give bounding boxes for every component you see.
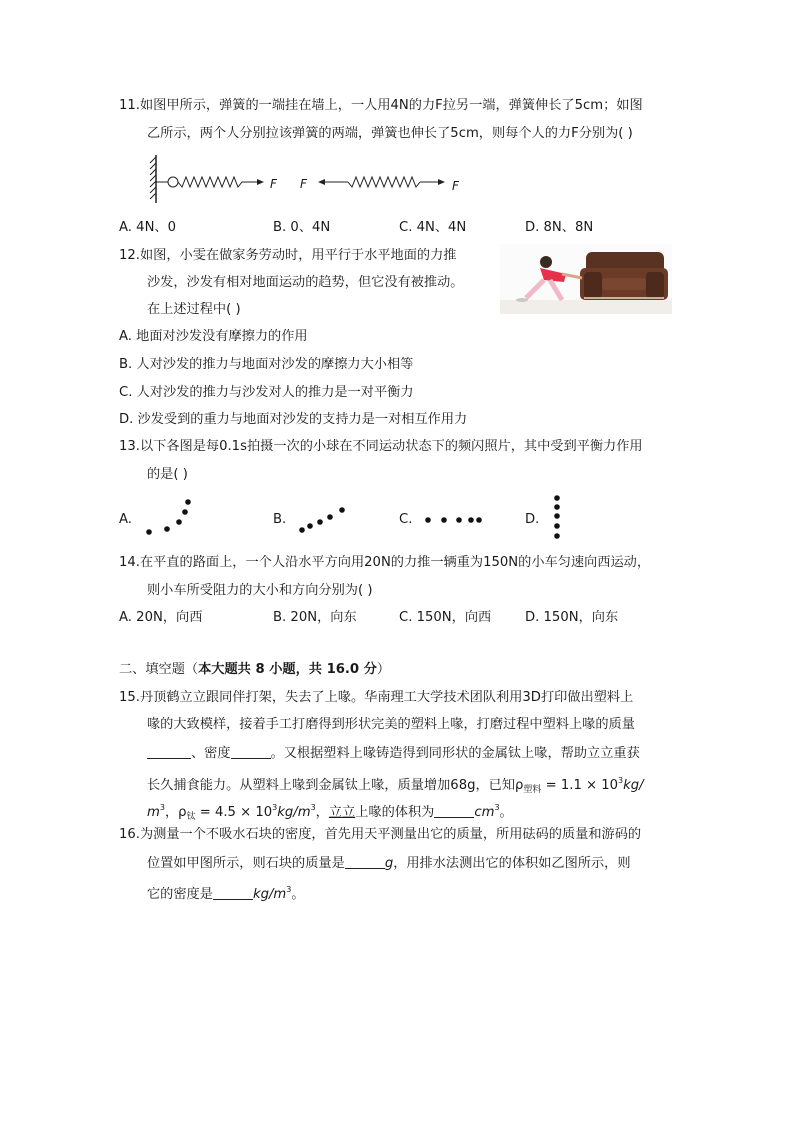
q11-fig-label-right: F — [452, 179, 459, 193]
q14-option-b: B. 20N，向东 — [273, 610, 357, 625]
q12-option-d: D. 沙发受到的重力与地面对沙发的支持力是一对相互作用力 — [119, 412, 468, 427]
q16-blank-density[interactable] — [213, 884, 253, 900]
q11-fig-label-mid: F — [300, 177, 307, 191]
q11-spring-figure — [148, 155, 488, 205]
q16-line1: 16.为测量一个不吸水石块的密度，首先用天平测量出它的质量，所用砝码的质量和游码的 — [119, 827, 642, 842]
q16-line2: 位置如甲图所示，则石块的质量是 g，用排水法测出它的体积如乙图所示，则 — [147, 853, 631, 874]
q13-line1: 13.以下各图是每0.1s拍摄一次的小球在不同运动状态下的频闪照片，其中受到平衡力作用 — [119, 439, 643, 454]
q15-line4: 长久捕食能力。从塑料上喙到金属钛上喙，质量增加68g，已知$\rho_{塑料} = 1.1 \times 10^3kg/$ — [147, 776, 644, 795]
section2-heading: 二、填空题（本大题共 8 小题，共 16.0 分） — [119, 662, 391, 677]
q11-option-d: D. 8N、8N — [525, 220, 594, 235]
q13-option-b: B. — [273, 512, 287, 527]
q11-option-c: C. 4N、4N — [399, 220, 467, 235]
q12-line3: 在上述过程中( ) — [147, 302, 241, 317]
q13-dots-d — [547, 492, 567, 542]
q13-dots-a — [143, 492, 203, 538]
q13-option-c: C. — [399, 512, 413, 527]
q14-option-a: A. 20N，向西 — [119, 610, 203, 625]
q12-line1: 12.如图，小雯在做家务劳动时，用平行于水平地面的力推 — [119, 248, 457, 263]
q14-line2: 则小车所受阻力的大小和方向分别为( ) — [147, 583, 373, 598]
q12-option-b: B. 人对沙发的推力与地面对沙发的摩擦力大小相等 — [119, 357, 414, 372]
q12-option-a: A. 地面对沙发没有摩擦力的作用 — [119, 329, 308, 344]
q16-blank-mass[interactable] — [345, 853, 385, 869]
q15-line5: $m^3$，$\rho_钛 = 4.5 \times 10^3kg/m^3$，立立上喙的体积为 $cm^3$。 — [147, 803, 513, 822]
q15-line2: 喙的大致模样，接着手工打磨得到形状完美的塑料上喙，打磨过程中塑料上喙的质量 — [147, 717, 635, 732]
q15-blank-mass[interactable] — [147, 743, 191, 759]
q13-dots-c — [422, 510, 486, 530]
q14-option-c: C. 150N，向西 — [399, 610, 492, 625]
q13-line2: 的是( ) — [147, 467, 188, 482]
q11-option-b: B. 0、4N — [273, 220, 331, 235]
q11-fig-label-left: F — [270, 177, 277, 191]
q11-line1: 11.如图甲所示，弹簧的一端挂在墙上，一人用4N的力F拉另一端，弹簧伸长了5cm；如图 — [119, 98, 643, 113]
q16-line3: 它的密度是 $kg/m^3$。 — [147, 885, 305, 902]
q14-option-d: D. 150N，向东 — [525, 610, 619, 625]
q12-option-c: C. 人对沙发的推力与沙发对人的推力是一对平衡力 — [119, 385, 414, 400]
q14-line1: 14.在平直的路面上，一个人沿水平方向用20N的力推一辆重为150N的小车匀速向西运动， — [119, 555, 651, 570]
q15-blank-volume[interactable] — [434, 802, 474, 818]
q12-line2: 沙发，沙发有相对地面运动的趋势，但它没有被推动。 — [147, 275, 464, 290]
q11-option-a: A. 4N、0 — [119, 220, 177, 235]
q13-option-d: D. — [525, 512, 540, 527]
q15-line3: 、密度 。又根据塑料上喙铸造得到同形状的金属钛上喙，帮助立立重获 — [147, 743, 640, 764]
q13-dots-b — [296, 500, 356, 540]
q12-sofa-photo — [500, 244, 672, 314]
q15-blank-density[interactable] — [231, 743, 271, 759]
q13-option-a: A. — [119, 512, 132, 527]
q15-line1: 15.丹顶鹤立立跟同伴打架，失去了上喙。华南理工大学技术团队利用3D打印做出塑料上 — [119, 690, 634, 705]
q11-line2: 乙所示，两个人分别拉该弹簧的两端，弹簧也伸长了5cm，则每个人的力F分别为( ) — [147, 126, 633, 141]
